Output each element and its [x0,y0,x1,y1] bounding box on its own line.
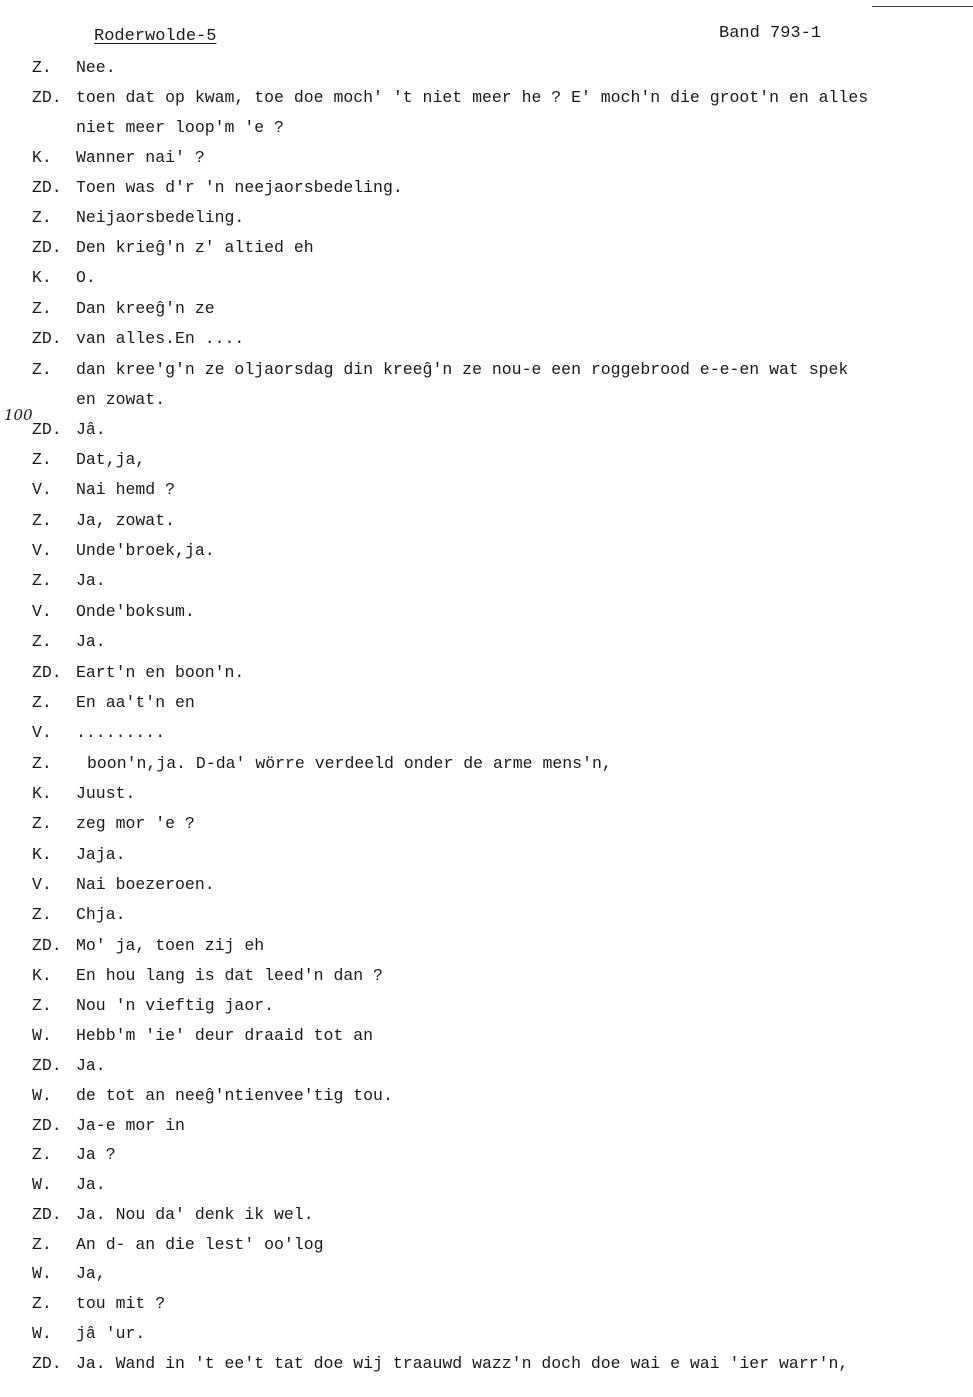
utterance-text: Ja, zowat. [76,511,176,530]
transcript-line [0,1084,973,1108]
transcript-line [0,358,973,382]
transcript-line [0,934,973,958]
speaker-label: W. [32,1324,52,1343]
transcript-line [0,1114,973,1138]
speaker-label: K. [32,845,52,864]
transcript-line [0,600,973,624]
utterance-text: Ja-e mor in [76,1116,185,1135]
utterance-text: jâ 'ur. [76,1324,146,1343]
speaker-label: Z. [32,511,52,530]
transcript-line [0,327,973,351]
transcript-line [0,1233,973,1257]
utterance-text: Neijaorsbedeling. [76,208,245,227]
speaker-label: Z. [32,208,52,227]
utterance-text: van alles.En .... [76,329,245,348]
speaker-label: Z. [32,1235,52,1254]
transcript-line [0,297,973,321]
transcript-line [0,56,973,80]
utterance-text: Mo' ja, toen zij eh [76,936,265,955]
transcript-line [0,752,973,776]
transcript-line [0,176,973,200]
speaker-label: Z. [32,450,52,469]
transcript-line [0,964,973,988]
speaker-label: Z. [32,754,52,773]
speaker-label: Z. [32,632,52,651]
speaker-label: V. [32,602,52,621]
speaker-label: V. [32,541,52,560]
speaker-label: W. [32,1026,52,1045]
transcript-line [0,478,973,502]
utterance-text: de tot an neeĝ'ntienvee'tig tou. [76,1086,393,1105]
utterance-text: Den krieĝ'n z' altied eh [76,238,314,257]
transcript-line [0,1054,973,1078]
speaker-label: Z. [32,58,52,77]
speaker-label: ZD. [32,238,62,257]
transcript-line [0,903,973,927]
speaker-label: K. [32,148,52,167]
transcript-line [0,994,973,1018]
utterance-text: Ja. [76,632,106,651]
transcript-line [0,116,973,140]
transcript-line [0,691,973,715]
speaker-label: K. [32,268,52,287]
speaker-label: K. [32,784,52,803]
utterance-text: dan kree'g'n ze oljaorsdag din kreeĝ'n ze nou-e een roggebrood e-e-en wat spek [76,360,849,379]
utterance-text: Hebb'm 'ie' deur draaid tot an [76,1026,374,1045]
speaker-label: Z. [32,693,52,712]
utterance-text: Ja. Nou da' denk ik wel. [76,1205,314,1224]
transcript-line [0,721,973,745]
utterance-text: boon'n,ja. D-da' wörre verdeeld onder de arme mens'n, [87,754,612,773]
utterance-continuation: en zowat. [76,390,166,409]
utterance-text: Nee. [76,58,116,77]
utterance-text: Jâ. [76,420,106,439]
speaker-label: V. [32,480,52,499]
utterance-text: ......... [76,723,166,742]
transcript-line [0,1262,973,1286]
utterance-text: Dan kreeĝ'n ze [76,299,215,318]
page-title: Roderwolde-5 [94,27,217,46]
transcript-line [0,236,973,260]
utterance-text: O. [76,268,96,287]
utterance-text: tou mit ? [76,1294,166,1313]
speaker-label: W. [32,1175,52,1194]
transcript-line [0,569,973,593]
speaker-label: ZD. [32,88,62,107]
speaker-label: Z. [32,360,52,379]
margin-note: 100 [4,406,33,424]
transcript-line [0,1292,973,1316]
utterance-text: Ja. [76,1175,106,1194]
transcript-line [0,812,973,836]
transcript-line [0,873,973,897]
utterance-text: Unde'broek,ja. [76,541,215,560]
transcript-line [0,539,973,563]
speaker-label: V. [32,875,52,894]
speaker-label: Z. [32,299,52,318]
transcript-line [0,782,973,806]
transcript-line [0,1322,973,1346]
transcript-line [0,630,973,654]
utterance-text: Toen was d'r 'n neejaorsbedeling. [76,178,403,197]
utterance-text: Ja, [76,1264,106,1283]
utterance-text: Chja. [76,905,126,924]
speaker-label: ZD. [32,1205,62,1224]
transcript-line [0,1024,973,1048]
utterance-text: En aa't'n en [76,693,195,712]
speaker-label: ZD. [32,178,62,197]
speaker-label: V. [32,723,52,742]
speaker-label: W. [32,1086,52,1105]
speaker-label: K. [32,966,52,985]
speaker-label: Z. [32,1145,52,1164]
utterance-text: Ja. [76,571,106,590]
utterance-text: Eart'n en boon'n. [76,663,245,682]
utterance-continuation: niet meer loop'm 'e ? [76,118,284,137]
utterance-text: toen dat op kwam, toe doe moch' 't niet meer he ? E' moch'n die groot'n en alles [76,88,869,107]
transcript-line [0,86,973,110]
utterance-text: Jaja. [76,845,126,864]
speaker-label: ZD. [32,1116,62,1135]
speaker-label: Z. [32,996,52,1015]
utterance-text: Ja. [76,1056,106,1075]
transcript-line [0,448,973,472]
transcript-line [0,1173,973,1197]
transcript-line [0,509,973,533]
utterance-text: En hou lang is dat leed'n dan ? [76,966,383,985]
transcript-line [0,661,973,685]
utterance-text: zeg mor 'e ? [76,814,195,833]
transcript-line [0,418,973,442]
speaker-label: ZD. [32,329,62,348]
transcript-line [0,1352,973,1376]
speaker-label: ZD. [32,1056,62,1075]
speaker-label: ZD. [32,1354,62,1373]
transcript-line [0,388,973,412]
utterance-text: Juust. [76,784,136,803]
transcript-line [0,206,973,230]
transcript-line [0,843,973,867]
utterance-text: An d- an die lest' oo'log [76,1235,324,1254]
utterance-text: Onde'boksum. [76,602,195,621]
utterance-text: Nou 'n vieftig jaor. [76,996,275,1015]
utterance-text: Ja ? [76,1145,116,1164]
speaker-label: Z. [32,905,52,924]
transcript-line [0,266,973,290]
speaker-label: W. [32,1264,52,1283]
band-label: Band 793-1 [719,24,822,43]
speaker-label: Z. [32,571,52,590]
utterance-text: Ja. Wand in 't ee't tat doe wij traauwd wazz'n doch doe wai e wai 'ier warr'n, [76,1354,849,1373]
speaker-label: ZD. [32,420,62,439]
utterance-text: Dat,ja, [76,450,146,469]
utterance-text: Nai boezeroen. [76,875,215,894]
transcript-line [0,1143,973,1167]
utterance-text: Wanner nai' ? [76,148,205,167]
transcript-line [0,1203,973,1227]
transcript-line [0,146,973,170]
speaker-label: Z. [32,814,52,833]
speaker-label: ZD. [32,936,62,955]
top-rule [872,6,973,7]
utterance-text: Nai hemd ? [76,480,176,499]
speaker-label: Z. [32,1294,52,1313]
speaker-label: ZD. [32,663,62,682]
